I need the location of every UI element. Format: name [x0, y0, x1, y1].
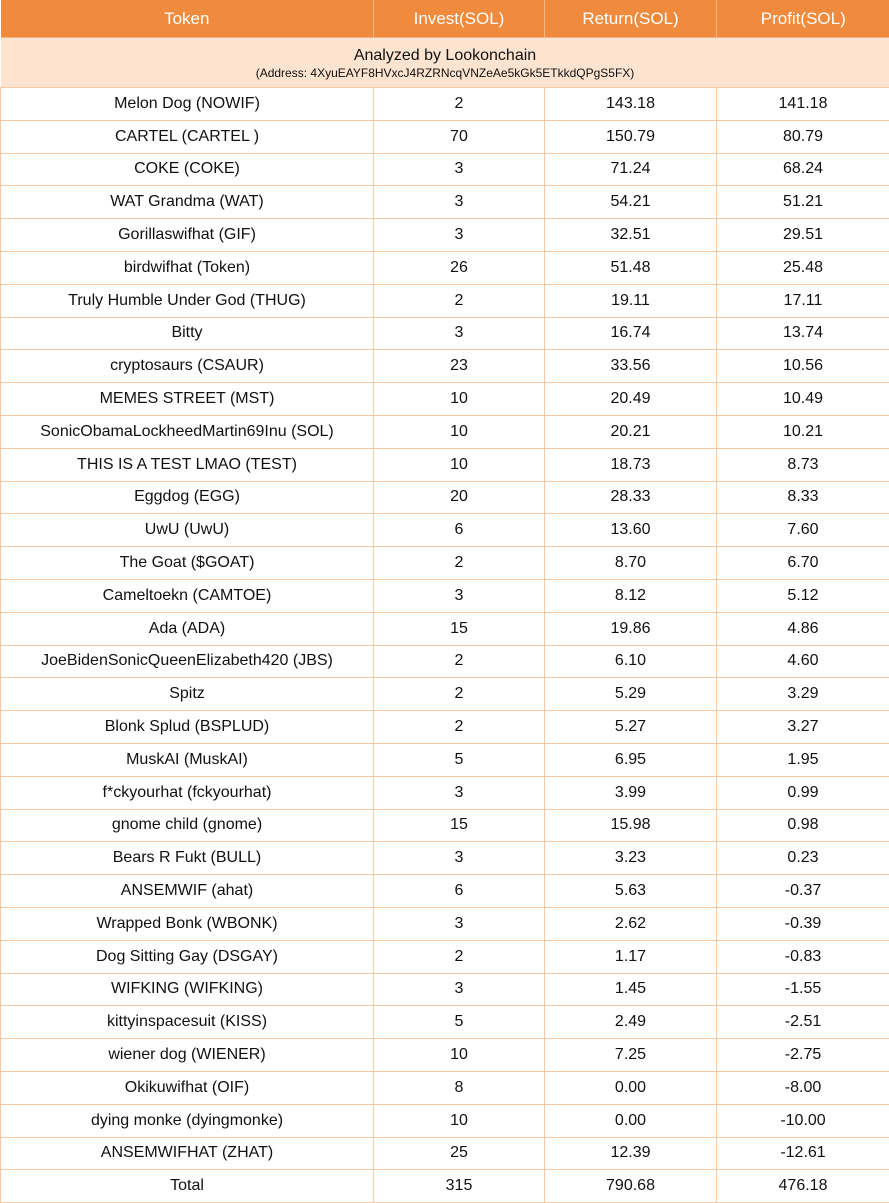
- cell-return: 13.60: [545, 514, 717, 547]
- cell-profit: 3.29: [717, 678, 889, 711]
- cell-profit: 4.60: [717, 645, 889, 678]
- total-invest: 315: [374, 1170, 545, 1203]
- cell-invest: 2: [374, 284, 545, 317]
- cell-token: UwU (UwU): [1, 514, 374, 547]
- table-row: [1, 284, 889, 317]
- cell-return: 19.11: [545, 284, 717, 317]
- table-row: [1, 1071, 889, 1104]
- table-row: [1, 448, 889, 481]
- cell-invest: 3: [374, 579, 545, 612]
- cell-token: JoeBidenSonicQueenElizabeth420 (JBS): [1, 645, 374, 678]
- column-header-profit: Profit(SOL): [717, 0, 889, 38]
- table-row: [1, 875, 889, 908]
- cell-token: dying monke (dyingmonke): [1, 1104, 374, 1137]
- cell-return: 1.45: [545, 973, 717, 1006]
- header-row: [1, 0, 889, 38]
- cell-token: SonicObamaLockheedMartin69Inu (SOL): [1, 415, 374, 448]
- table-row: [1, 1104, 889, 1137]
- cell-token: MEMES STREET (MST): [1, 383, 374, 416]
- cell-token: Blonk Splud (BSPLUD): [1, 711, 374, 744]
- column-header-invest: Invest(SOL): [374, 0, 545, 38]
- cell-return: 0.00: [545, 1104, 717, 1137]
- cell-profit: 13.74: [717, 317, 889, 350]
- cell-token: WAT Grandma (WAT): [1, 186, 374, 219]
- cell-invest: 5: [374, 1006, 545, 1039]
- cell-profit: 29.51: [717, 219, 889, 252]
- cell-token: Wrapped Bonk (WBONK): [1, 907, 374, 940]
- cell-invest: 6: [374, 514, 545, 547]
- cell-token: gnome child (gnome): [1, 809, 374, 842]
- cell-profit: 17.11: [717, 284, 889, 317]
- cell-return: 5.27: [545, 711, 717, 744]
- cell-token: birdwifhat (Token): [1, 251, 374, 284]
- cell-return: 7.25: [545, 1039, 717, 1072]
- cell-token: COKE (COKE): [1, 153, 374, 186]
- cell-invest: 2: [374, 678, 545, 711]
- cell-profit: 8.33: [717, 481, 889, 514]
- cell-token: cryptosaurs (CSAUR): [1, 350, 374, 383]
- cell-return: 71.24: [545, 153, 717, 186]
- cell-profit: 6.70: [717, 547, 889, 580]
- table-row: [1, 1006, 889, 1039]
- cell-profit: 5.12: [717, 579, 889, 612]
- cell-profit: 8.73: [717, 448, 889, 481]
- total-profit: 476.18: [717, 1170, 889, 1203]
- cell-invest: 20: [374, 481, 545, 514]
- cell-token: wiener dog (WIENER): [1, 1039, 374, 1072]
- cell-return: 33.56: [545, 350, 717, 383]
- total-return: 790.68: [545, 1170, 717, 1203]
- cell-token: ANSEMWIF (ahat): [1, 875, 374, 908]
- cell-invest: 26: [374, 251, 545, 284]
- cell-profit: 0.23: [717, 842, 889, 875]
- cell-profit: -0.83: [717, 940, 889, 973]
- cell-profit: 10.21: [717, 415, 889, 448]
- table-row: [1, 251, 889, 284]
- cell-token: CARTEL (CARTEL ): [1, 120, 374, 153]
- cell-invest: 15: [374, 809, 545, 842]
- total-row: [1, 1170, 889, 1203]
- cell-profit: 10.49: [717, 383, 889, 416]
- table-row: [1, 120, 889, 153]
- cell-return: 2.62: [545, 907, 717, 940]
- table-body: [1, 88, 889, 1170]
- table-row: [1, 907, 889, 940]
- cell-return: 6.10: [545, 645, 717, 678]
- cell-token: Bears R Fukt (BULL): [1, 842, 374, 875]
- cell-profit: -0.37: [717, 875, 889, 908]
- table-row: [1, 711, 889, 744]
- cell-return: 16.74: [545, 317, 717, 350]
- table-row: [1, 153, 889, 186]
- cell-return: 18.73: [545, 448, 717, 481]
- cell-invest: 15: [374, 612, 545, 645]
- cell-profit: 7.60: [717, 514, 889, 547]
- table-row: [1, 219, 889, 252]
- table-row: [1, 579, 889, 612]
- cell-invest: 3: [374, 219, 545, 252]
- cell-token: Okikuwifhat (OIF): [1, 1071, 374, 1104]
- cell-invest: 3: [374, 317, 545, 350]
- cell-return: 2.49: [545, 1006, 717, 1039]
- cell-invest: 3: [374, 153, 545, 186]
- cell-token: Cameltoekn (CAMTOE): [1, 579, 374, 612]
- cell-token: Dog Sitting Gay (DSGAY): [1, 940, 374, 973]
- cell-invest: 23: [374, 350, 545, 383]
- cell-profit: -10.00: [717, 1104, 889, 1137]
- table-row: [1, 973, 889, 1006]
- cell-token: MuskAI (MuskAI): [1, 743, 374, 776]
- cell-invest: 10: [374, 383, 545, 416]
- analyzed-by-title: Analyzed by Lookonchain: [1, 46, 889, 65]
- cell-invest: 6: [374, 875, 545, 908]
- cell-token: ANSEMWIFHAT (ZHAT): [1, 1137, 374, 1170]
- cell-return: 20.49: [545, 383, 717, 416]
- analyzed-by-row: [1, 38, 889, 88]
- table-row: [1, 776, 889, 809]
- analyzed-by-cell: [1, 38, 889, 88]
- table-row: [1, 1039, 889, 1072]
- cell-token: Ada (ADA): [1, 612, 374, 645]
- table-row: [1, 514, 889, 547]
- table-row: [1, 743, 889, 776]
- table-row: [1, 547, 889, 580]
- column-header-return: Return(SOL): [545, 0, 717, 38]
- cell-invest: 3: [374, 907, 545, 940]
- table-row: [1, 481, 889, 514]
- cell-token: kittyinspacesuit (KISS): [1, 1006, 374, 1039]
- cell-profit: 1.95: [717, 743, 889, 776]
- table-row: [1, 350, 889, 383]
- cell-profit: -12.61: [717, 1137, 889, 1170]
- cell-return: 143.18: [545, 88, 717, 121]
- cell-invest: 8: [374, 1071, 545, 1104]
- cell-return: 150.79: [545, 120, 717, 153]
- table-row: [1, 1137, 889, 1170]
- cell-return: 19.86: [545, 612, 717, 645]
- cell-return: 51.48: [545, 251, 717, 284]
- cell-profit: 68.24: [717, 153, 889, 186]
- table-row: [1, 383, 889, 416]
- cell-invest: 10: [374, 1039, 545, 1072]
- cell-invest: 3: [374, 973, 545, 1006]
- cell-return: 20.21: [545, 415, 717, 448]
- cell-return: 0.00: [545, 1071, 717, 1104]
- cell-return: 8.70: [545, 547, 717, 580]
- table-row: [1, 809, 889, 842]
- cell-invest: 25: [374, 1137, 545, 1170]
- cell-return: 54.21: [545, 186, 717, 219]
- cell-profit: 10.56: [717, 350, 889, 383]
- cell-invest: 2: [374, 711, 545, 744]
- table-row: [1, 88, 889, 121]
- cell-invest: 3: [374, 842, 545, 875]
- cell-profit: -1.55: [717, 973, 889, 1006]
- cell-return: 28.33: [545, 481, 717, 514]
- cell-return: 8.12: [545, 579, 717, 612]
- table-row: [1, 186, 889, 219]
- cell-token: Truly Humble Under God (THUG): [1, 284, 374, 317]
- cell-profit: 80.79: [717, 120, 889, 153]
- cell-token: f*ckyourhat (fckyourhat): [1, 776, 374, 809]
- cell-return: 5.29: [545, 678, 717, 711]
- column-header-token: Token: [1, 0, 374, 38]
- cell-return: 3.99: [545, 776, 717, 809]
- cell-token: Melon Dog (NOWIF): [1, 88, 374, 121]
- wallet-address: (Address: 4XyuEAYF8HVxcJ4RZRNcqVNZeAe5kGk5ETkkdQPgS5FX): [1, 65, 889, 81]
- cell-invest: 2: [374, 547, 545, 580]
- table-row: [1, 645, 889, 678]
- cell-invest: 10: [374, 1104, 545, 1137]
- cell-profit: -2.51: [717, 1006, 889, 1039]
- cell-profit: -0.39: [717, 907, 889, 940]
- cell-profit: 0.98: [717, 809, 889, 842]
- table-row: [1, 612, 889, 645]
- cell-invest: 2: [374, 88, 545, 121]
- cell-profit: -8.00: [717, 1071, 889, 1104]
- cell-invest: 3: [374, 776, 545, 809]
- cell-invest: 2: [374, 645, 545, 678]
- cell-invest: 10: [374, 415, 545, 448]
- cell-profit: 3.27: [717, 711, 889, 744]
- table-row: [1, 940, 889, 973]
- cell-token: Gorillaswifhat (GIF): [1, 219, 374, 252]
- table-row: [1, 317, 889, 350]
- cell-invest: 10: [374, 448, 545, 481]
- cell-profit: 0.99: [717, 776, 889, 809]
- cell-return: 6.95: [545, 743, 717, 776]
- cell-invest: 3: [374, 186, 545, 219]
- cell-token: THIS IS A TEST LMAO (TEST): [1, 448, 374, 481]
- cell-return: 32.51: [545, 219, 717, 252]
- cell-profit: 4.86: [717, 612, 889, 645]
- cell-token: The Goat ($GOAT): [1, 547, 374, 580]
- cell-return: 15.98: [545, 809, 717, 842]
- cell-return: 5.63: [545, 875, 717, 908]
- cell-invest: 2: [374, 940, 545, 973]
- cell-return: 1.17: [545, 940, 717, 973]
- cell-token: WIFKING (WIFKING): [1, 973, 374, 1006]
- cell-profit: -2.75: [717, 1039, 889, 1072]
- total-label: Total: [1, 1170, 374, 1203]
- cell-return: 3.23: [545, 842, 717, 875]
- table-row: [1, 842, 889, 875]
- cell-invest: 70: [374, 120, 545, 153]
- cell-token: Spitz: [1, 678, 374, 711]
- cell-token: Bitty: [1, 317, 374, 350]
- cell-return: 12.39: [545, 1137, 717, 1170]
- table-row: [1, 678, 889, 711]
- cell-profit: 25.48: [717, 251, 889, 284]
- cell-invest: 5: [374, 743, 545, 776]
- cell-profit: 51.21: [717, 186, 889, 219]
- cell-profit: 141.18: [717, 88, 889, 121]
- table-row: [1, 415, 889, 448]
- cell-token: Eggdog (EGG): [1, 481, 374, 514]
